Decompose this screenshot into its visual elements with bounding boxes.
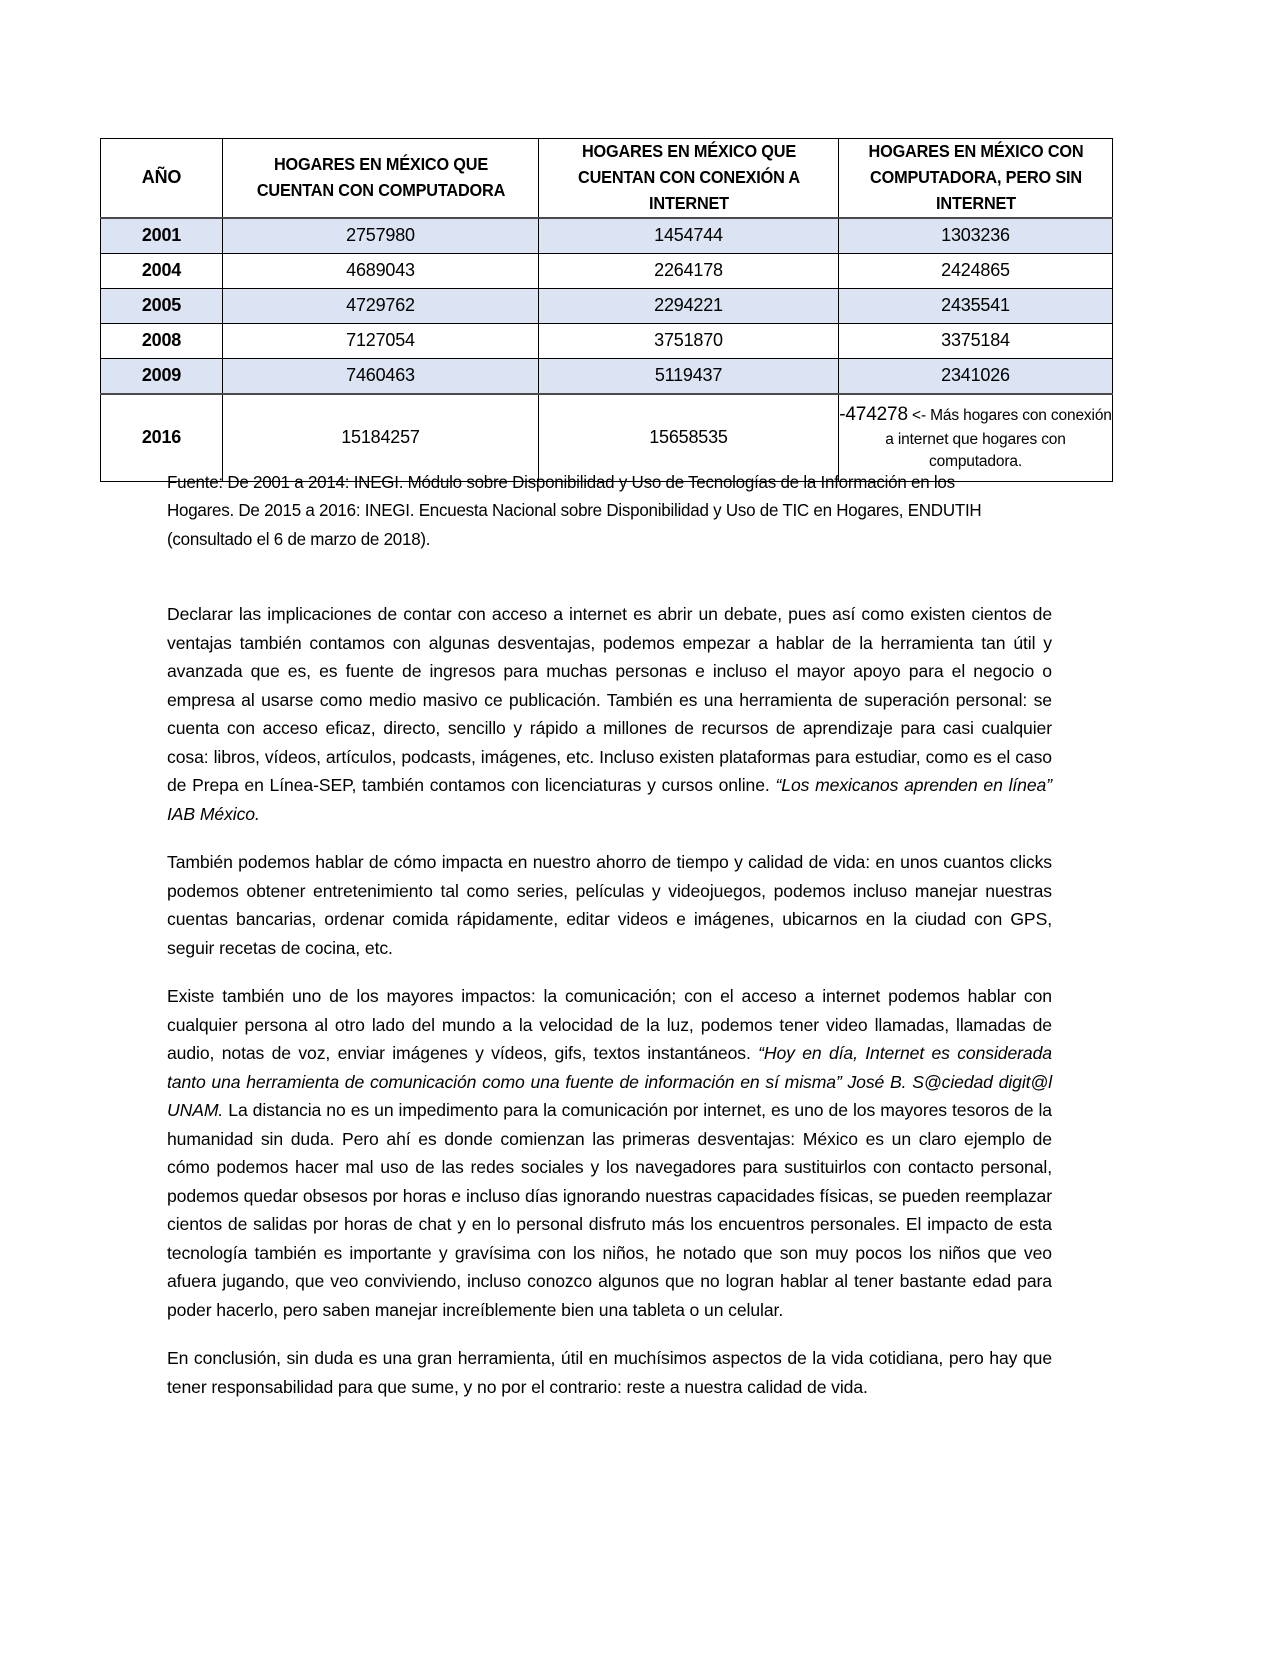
cell-diferencia: 1303236 — [839, 218, 1113, 254]
cell-computadora: 7127054 — [223, 323, 539, 358]
cell-diferencia: 3375184 — [839, 323, 1113, 358]
paragraph-3-quote: “Hoy en día, Internet es considerada tanto una herramienta de comunicación como una fuente de información en sí misma” José B. S@ciedad digit@l UNAM. — [167, 1043, 1052, 1120]
paragraph-1 — [167, 600, 1052, 828]
cell-computadora: 7460463 — [223, 358, 539, 394]
source-note: Fuente: De 2001 a 2014: INEGI. Módulo sobre Disponibilidad y Uso de Tecnologías de la Información en los Hogares. De 2015 a 2016: INEGI. Encuesta Nacional sobre Disponibilidad y Uso de TIC en Hogares, ENDUTIH (consultado el 6 de marzo de 2018). — [167, 472, 982, 549]
cell-internet: 3751870 — [539, 323, 839, 358]
paragraph-4: En conclusión, sin duda es una gran herramienta, útil en muchísimos aspectos de la vida cotidiana, pero hay que tener responsabilidad para que sume, y no por el contrario: reste a nuestra calidad de vida. — [167, 1348, 1052, 1397]
table-row — [101, 253, 1113, 288]
cell-year: 2009 — [101, 358, 223, 394]
cell-computadora: 2757980 — [223, 218, 539, 254]
cell-internet: 2264178 — [539, 253, 839, 288]
cell-year: 2008 — [101, 323, 223, 358]
cell-internet: 1454744 — [539, 218, 839, 254]
table-header — [101, 139, 1113, 218]
table-row — [101, 358, 1113, 394]
cell-year: 2004 — [101, 253, 223, 288]
cell-computadora: 4689043 — [223, 253, 539, 288]
cell-year: 2005 — [101, 288, 223, 323]
cell-computadora: 15184257 — [223, 394, 539, 482]
column-header-internet: HOGARES EN MÉXICO QUE CUENTAN CON CONEXIÓN A INTERNET — [549, 139, 828, 218]
paragraph-2: También podemos hablar de cómo impacta en nuestro ahorro de tiempo y calidad de vida: en unos cuantos clicks podemos obtener entretenimiento tal como series, películas y videojuegos, podemos incluso manejar nuestras cuentas bancarias, ordenar comida rápidamente, editar videos e imágenes, ubicarnos en la ciudad con GPS, seguir recetas de cocina, etc. — [167, 852, 1052, 958]
cell-diferencia: 2341026 — [839, 358, 1113, 394]
table-row — [101, 288, 1113, 323]
paragraph-3 — [167, 982, 1052, 1324]
table-row — [101, 218, 1113, 254]
paragraph-3-text-b: La distancia no es un impedimento para la comunicación por internet, es uno de los mayores tesoros de la humanidad sin duda. Pero ahí es donde comienzan las primeras desventajas: México es un claro ejemplo de cómo podemos hacer mal uso de las redes sociales y los navegadores para sustituirlos con contacto personal, podemos quedar obsesos por horas e incluso días ignorando nuestras capacidades físicas, se pueden reemplazar cientos de salidas por horas de chat y en lo personal disfruto más los encuentros personales. El impacto de esta tecnología también es importante y gravísima con los niños, he notado que son muy pocos los niños que veo afuera jugando, que veo conviviendo, incluso conozco algunos que no logran hablar al tener bastante edad para poder hacerlo, pero saben manejar increíblemente bien una tableta o un celular. — [167, 1100, 1052, 1320]
cell-year: 2016 — [101, 394, 223, 482]
table-container — [100, 138, 1112, 482]
paragraph-1-text: Declarar las implicaciones de contar con acceso a internet es abrir un debate, pues así como existen cientos de ventajas también contamos con algunas desventajas, podemos empezar a hablar de la herramienta tan útil y avanzada que es, es fuente de ingresos para muchas personas e incluso el mayor apoyo para el negocio o empresa al usarse como medio masivo ce publicación. También es una herramienta de superación personal: se cuenta con acceso eficaz, directo, sencillo y rápido a millones de recursos de aprendizaje para casi cualquier cosa: libros, vídeos, artículos, podcasts, imágenes, etc. Incluso existen plataformas para estudiar, como es el caso de Prepa en Línea-SEP, también contamos con licenciaturas y cursos online. — [167, 604, 1052, 795]
table-header-row — [101, 139, 1113, 218]
table-body — [101, 218, 1113, 482]
diferencia-value: -474278 — [839, 404, 908, 426]
body-text — [167, 600, 1052, 1401]
table-row — [101, 323, 1113, 358]
cell-internet: 15658535 — [539, 394, 839, 482]
cell-year: 2001 — [101, 218, 223, 254]
cell-internet: 2294221 — [539, 288, 839, 323]
column-header-computadora: HOGARES EN MÉXICO QUE CUENTAN CON COMPUTADORA — [234, 139, 528, 218]
paragraph-3-text-a: Existe también uno de los mayores impactos: la comunicación; con el acceso a internet podemos hablar con cualquier persona al otro lado del mundo a la velocidad de la luz, podemos tener video llamadas, llamadas de audio, notas de voz, enviar imágenes y vídeos, gifs, textos instantáneos. — [167, 986, 1052, 1063]
hogares-table — [100, 138, 1113, 482]
column-header-diferencia: HOGARES EN MÉXICO CON COMPUTADORA, PERO SIN INTERNET — [848, 139, 1103, 218]
cell-internet: 5119437 — [539, 358, 839, 394]
cell-diferencia: 2424865 — [839, 253, 1113, 288]
column-header-year: AÑO — [101, 139, 223, 218]
diferencia-annotation: <- Más hogares con conexión a internet que hogares con computadora. — [885, 407, 1112, 471]
cell-diferencia: 2435541 — [839, 288, 1113, 323]
cell-computadora: 4729762 — [223, 288, 539, 323]
paragraph-1-quote: “Los mexicanos aprenden en línea” IAB México. — [167, 775, 1052, 824]
